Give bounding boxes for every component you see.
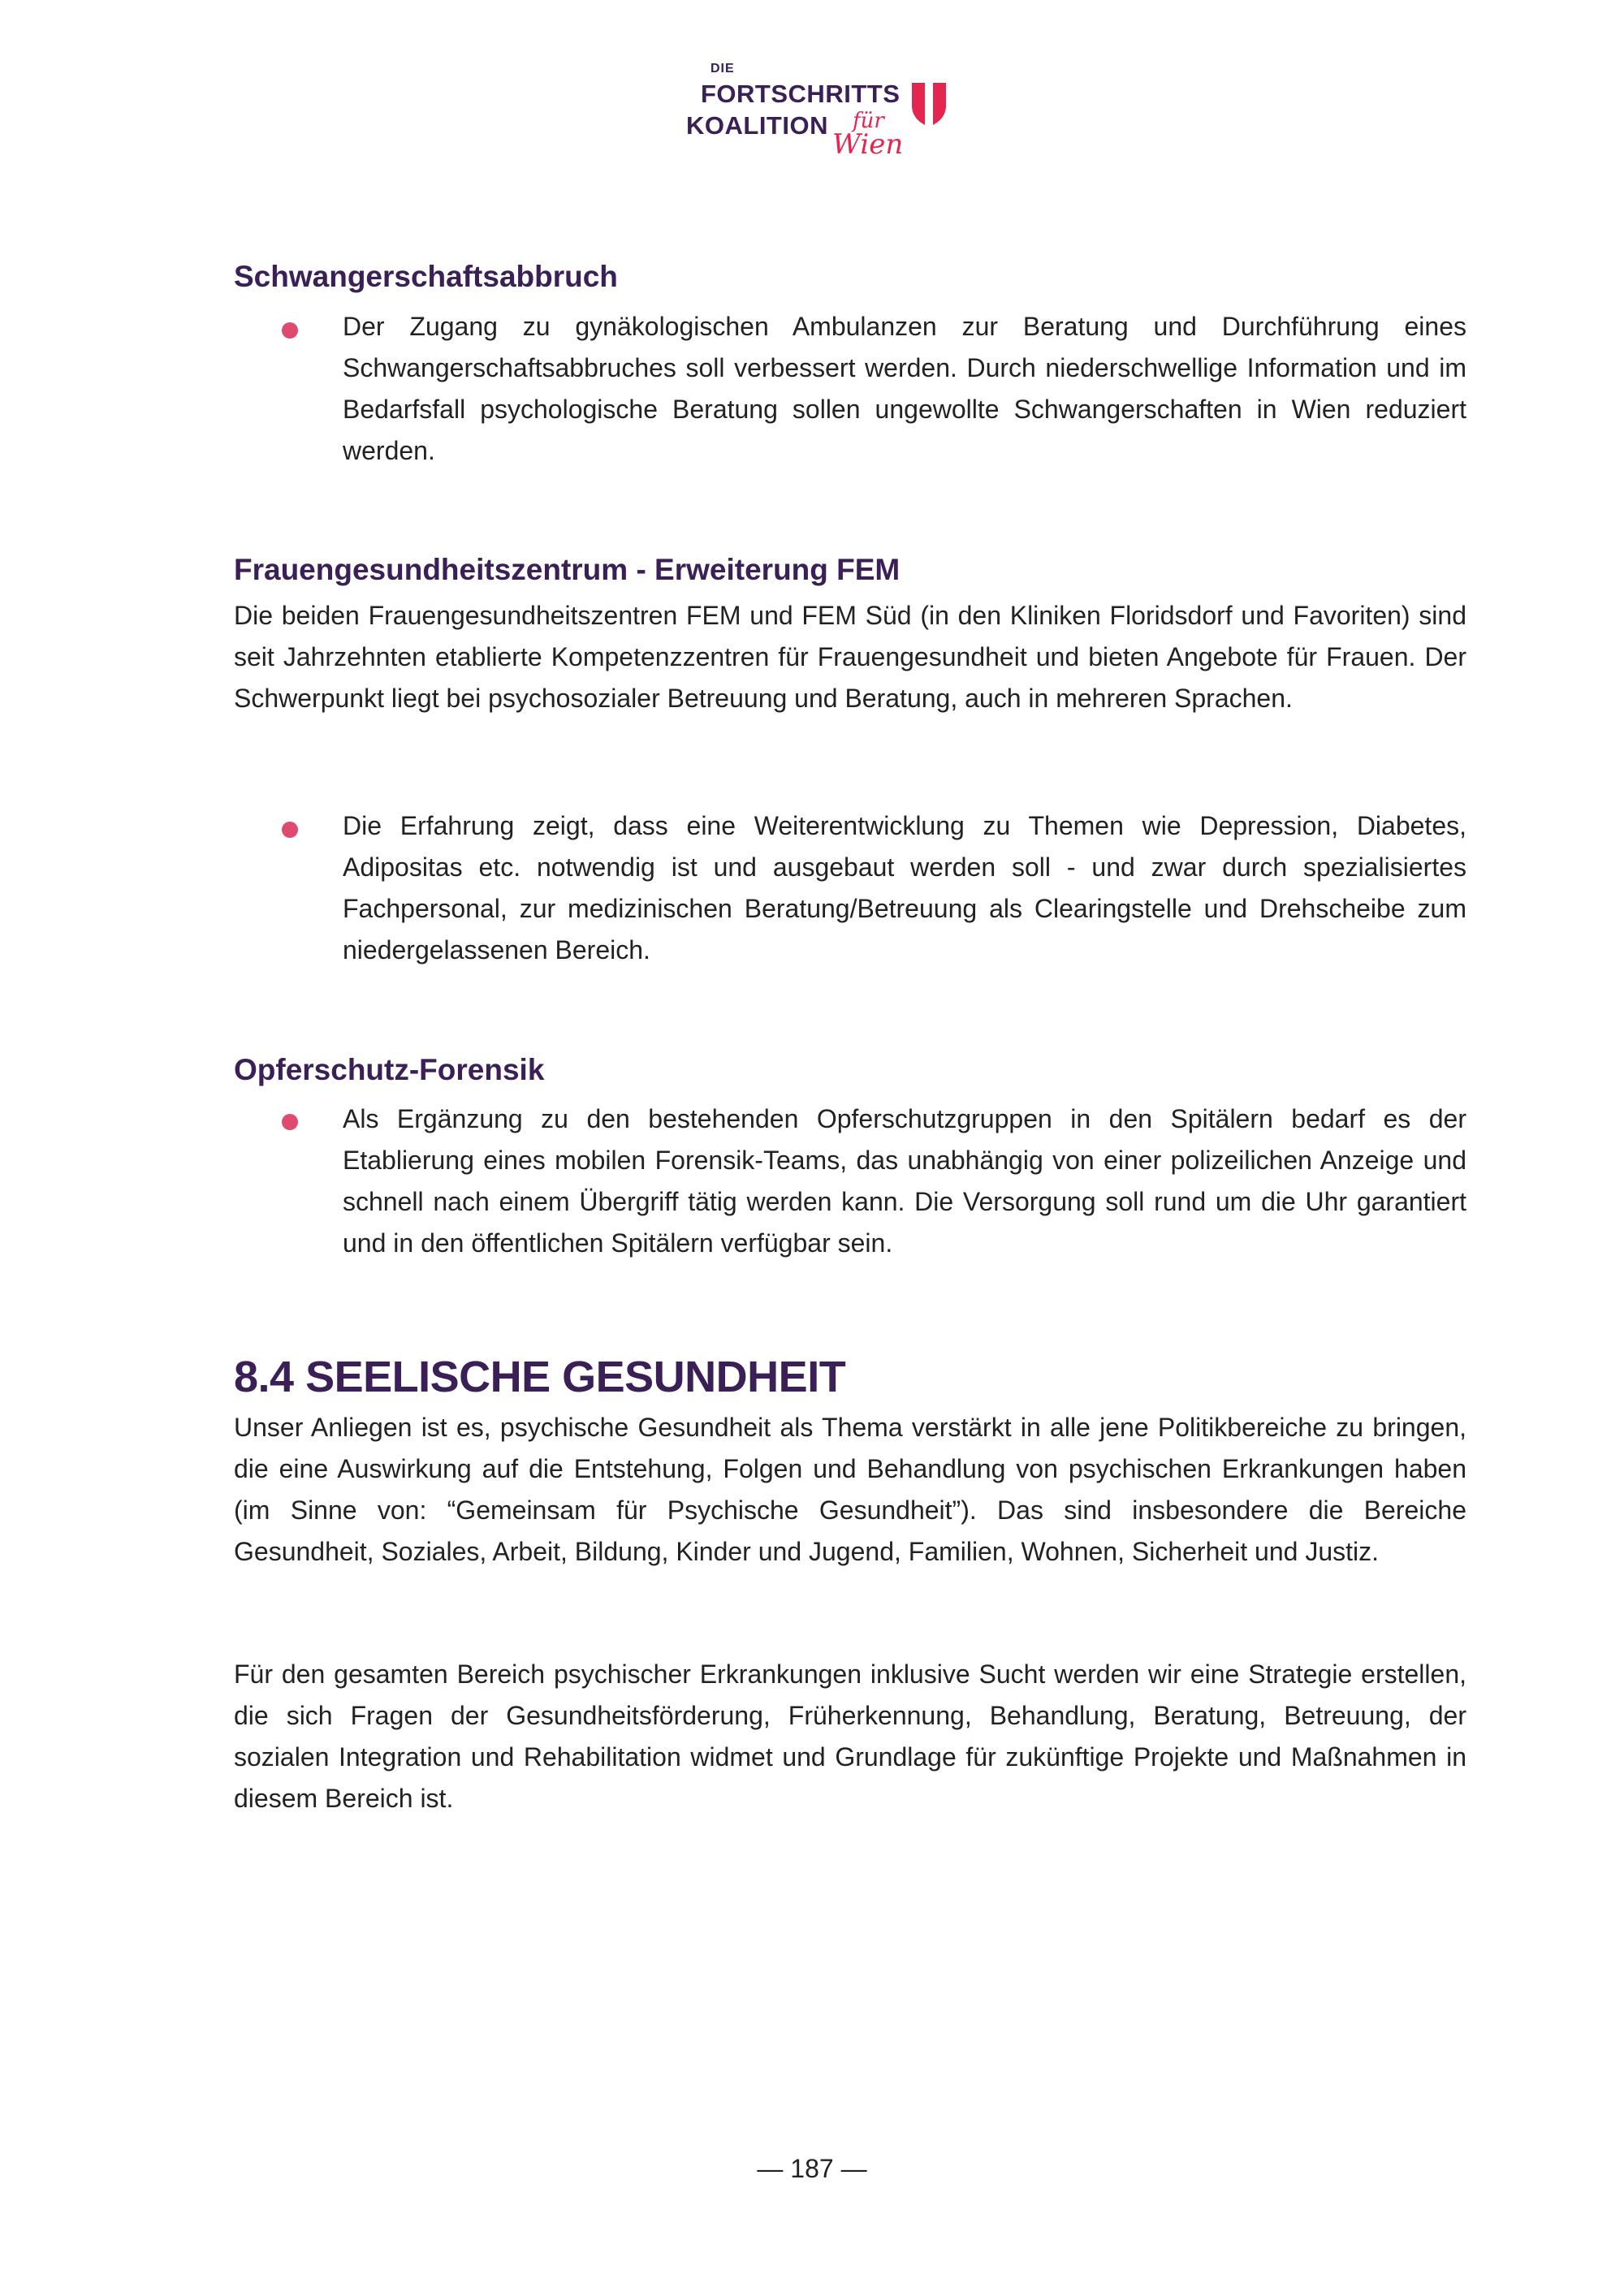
page-number: — 187 — <box>757 2154 867 2183</box>
vienna-shield-icon <box>910 81 948 128</box>
bullet-text-fem: Die Erfahrung zeigt, dass eine Weiterentwicklung zu Themen wie Depression, Diabetes, Adipositas etc. notwendig ist und ausgebaut werden soll - und zwar durch spezialisiertes Fachpersonal, zur medizinischen Beratung/Betreuung als Clearingstelle und Drehscheibe zum niedergelassenen Bereich. <box>343 811 1466 965</box>
paragraph-seelisch-1: Unser Anliegen ist es, psychische Gesundheit als Thema verstärkt in alle jene Politikbereiche zu bringen, die eine Auswirkung auf die Entstehung, Folgen und Behandlung von psychischen Erkrankungen haben (im Sinne von: “Gemeinsam für Psychische Gesundheit”). Das sind insbesondere die Bereiche Gesundheit, Soziales, Arbeit, Bildung, Kinder und Jugend, Familien, Wohnen, Sicherheit und Justiz. <box>234 1413 1466 1566</box>
logo-fortschritts-text: FORTSCHRITTS <box>701 80 901 108</box>
bullet-text-forensik: Als Ergänzung zu den bestehenden Opferschutzgruppen in den Spitälern bedarf es der Etablierung eines mobilen Forensik-Teams, das unabhängig von einer polizeilichen Anzeige und schnell nach einem Übergriff tätig werden kann. Die Versorgung soll rund um die Uhr garantiert und in den öffentlichen Spitälern verfügbar sein. <box>343 1104 1466 1258</box>
bullet-dot-icon <box>282 822 298 838</box>
logo-wien-script: Wien <box>832 128 904 161</box>
section-heading-fem: Frauengesundheitszentrum - Erweiterung FEM <box>234 553 901 586</box>
bullet-dot-icon <box>282 1114 298 1130</box>
bullet-text-abbruch: Der Zugang zu gynäkologischen Ambulanzen zur Beratung und Durchführung eines Schwangerschaftsabbruches soll verbessert werden. Durch niederschwellige Information und im Bedarfsfall psychologische Beratung sollen ungewollte Schwangerschaften in Wien reduziert werden. <box>343 312 1466 465</box>
coalition-logo <box>686 60 954 161</box>
section-heading-schwangerschaftsabbruch: Schwangerschaftsabbruch <box>234 260 618 293</box>
paragraph-seelisch-2: Für den gesamten Bereich psychischer Erkrankungen inklusive Sucht werden wir eine Strategie erstellen, die sich Fragen der Gesundheitsförderung, Früherkennung, Behandlung, Beratung, Betreuung, der sozialen Integration und Rehabilitation widmet und Grundlage für zukünftige Projekte und Maßnahmen in diesem Bereich ist. <box>234 1659 1466 1813</box>
logo-die-text: DIE <box>710 62 735 76</box>
section-heading-opferschutz: Opferschutz-Forensik <box>234 1053 545 1086</box>
logo-fur-script: für <box>853 109 884 133</box>
chapter-heading-seelische-gesundheit: 8.4 SEELISCHE GESUNDHEIT <box>234 1353 846 1401</box>
bullet-dot-icon <box>282 322 298 339</box>
logo-koalition-text: KOALITION <box>686 111 828 140</box>
paragraph-fem-intro: Die beiden Frauengesundheitszentren FEM und FEM Süd (in den Kliniken Floridsdorf und Favoriten) sind seit Jahrzehnten etablierte Kompetenzzentren für Frauengesundheit und bieten Angebote für Frauen. Der Schwerpunkt liegt bei psychosozialer Betreuung und Beratung, auch in mehreren Sprachen. <box>234 601 1466 713</box>
